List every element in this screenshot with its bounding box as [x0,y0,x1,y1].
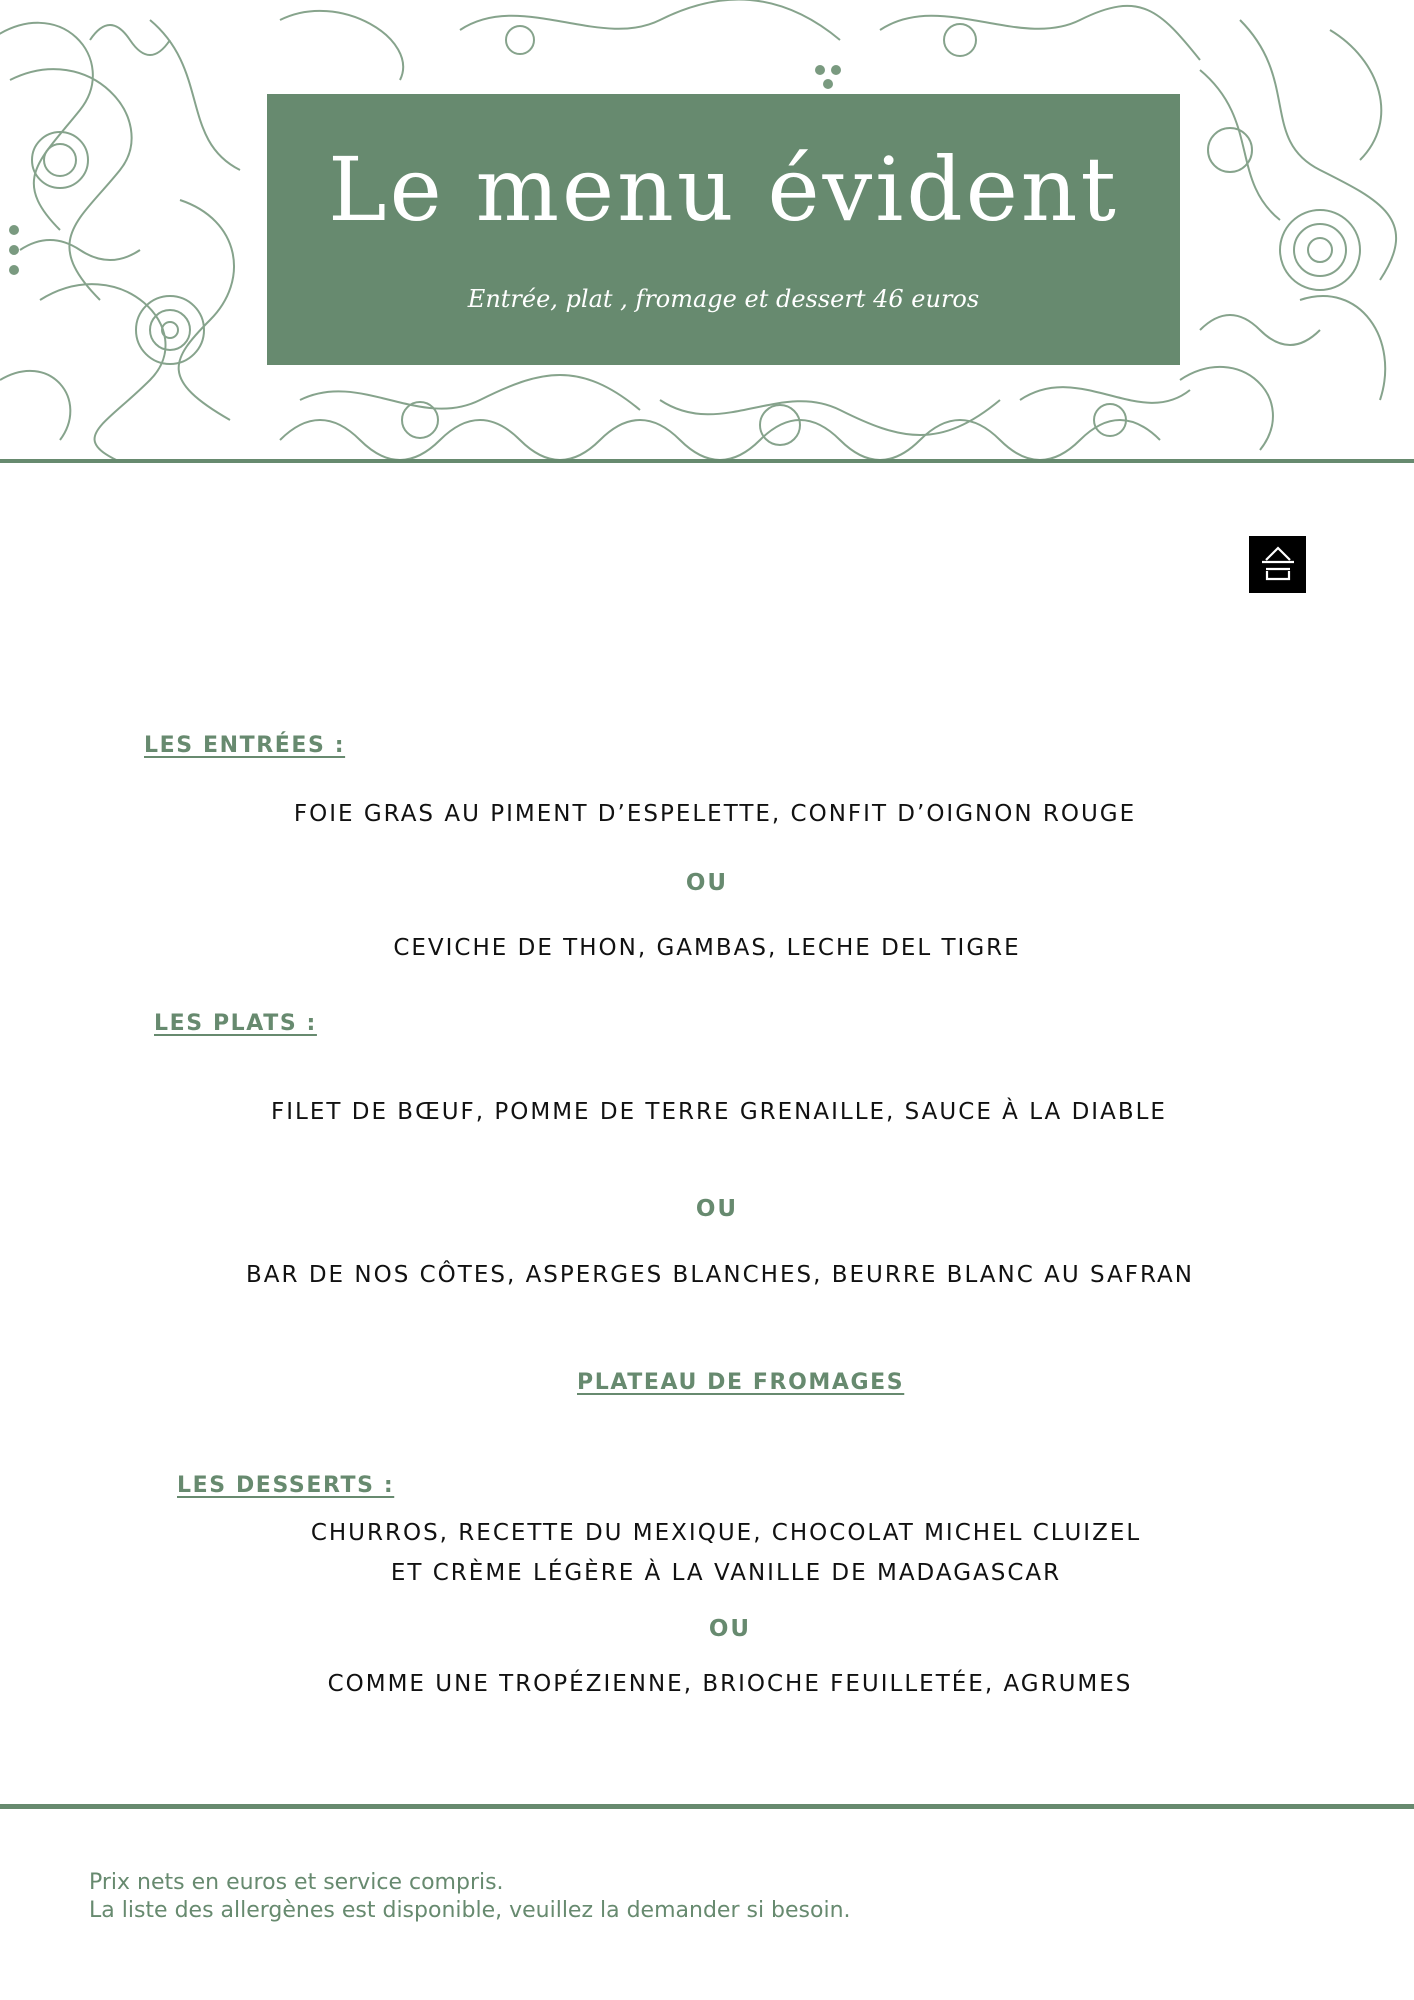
dish-churros-line-2: ET CRÈME LÉGÈRE À LA VANILLE DE MADAGASCAR [390,1560,1062,1586]
dish-ceviche: CEVICHE DE THON, GAMBAS, LECHE DEL TIGRE [393,935,1021,961]
dish-bar-de-nos-cotes: BAR DE NOS CÔTES, ASPERGES BLANCHES, BEURRE BLANC AU SAFRAN [246,1262,1194,1288]
or-separator: OU [708,1616,752,1642]
dish-foie-gras: FOIE GRAS AU PIMENT D’ESPELETTE, CONFIT D’OIGNON ROUGE [293,801,1137,827]
footer-price-note: Prix nets en euros et service compris. [89,1870,504,1895]
restaurant-logo-icon [1249,536,1306,593]
menu-subtitle: Entrée, plat , fromage et dessert 46 euros [467,285,980,313]
dish-churros-line-1: CHURROS, RECETTE DU MEXIQUE, CHOCOLAT MICHEL CLUIZEL [310,1520,1142,1546]
dish-filet-de-boeuf: FILET DE BŒUF, POMME DE TERRE GRENAILLE, SAUCE À LA DIABLE [271,1099,1167,1125]
title-panel [267,94,1180,365]
section-label-plats: LES PLATS : [154,1011,317,1036]
section-label-entrees: LES ENTRÉES : [144,733,346,758]
section-label-desserts: LES DESSERTS : [177,1473,395,1498]
footer-allergen-note: La liste des allergènes est disponible, veuillez la demander si besoin. [89,1898,851,1923]
menu-title: Le menu évident [328,138,1119,241]
footer-divider [0,1804,1414,1809]
or-separator: OU [685,870,729,896]
header-divider [0,459,1414,463]
section-label-fromages: PLATEAU DE FROMAGES [577,1370,905,1395]
dish-tropezienne: COMME UNE TROPÉZIENNE, BRIOCHE FEUILLETÉE, AGRUMES [327,1671,1133,1697]
or-separator: OU [695,1196,739,1222]
